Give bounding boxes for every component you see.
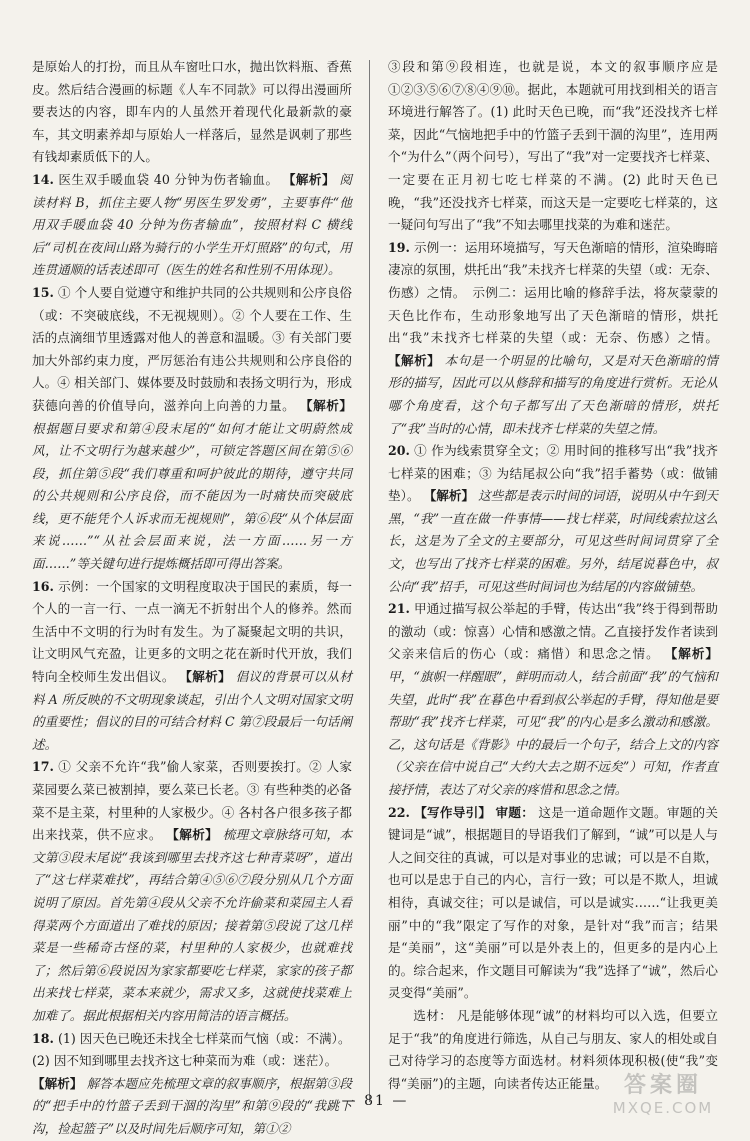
q22-number: 22. [388, 804, 410, 820]
q15-number: 15. [32, 284, 54, 300]
right-column [388, 56, 718, 1095]
q18-analysis: 解答本题应先梳理文章的叙事顺序，根据第③段的“把手中的竹篮子丢到干涸的沟里”和第⑨段的“我跳下沟，捡起篮子”以及时间先后顺序可知，第①② [32, 1075, 353, 1136]
q18-analysis-tag: 【解析】 [32, 1075, 83, 1091]
q17-number: 17. [32, 759, 54, 775]
q16-answer: 示例：一个国家的文明程度取决于国民的素质，每一个人的一言一行、一点一滴无不折射出个人的修养。然而生活中不文明的行为时有发生。为了凝聚起文明的共识，让文明风气充盈，让更多的文明之花在新时代开放，我们特向全校师生发出倡议。 [32, 578, 352, 685]
q17-item [32, 756, 352, 1027]
q19-number: 19. [388, 239, 410, 255]
q21-analysis: 甲，“旗帜一样醒眼”，鲜明而动人，结合前面“我”的气恼和失望，此时“我”在暮色中看到叔公举起的手臂，得知他是要帮助“我”找齐七样菜，可见“我”的内心是多么激动和感激。乙，这句话是《背影》中的最后一个句子，结合上文的内容（父亲在信中说自己“大约大去之期不远矣”）可知，作者直接抒情，表达了对父亲的疼惜和思念之情。 [388, 669, 718, 797]
q19-analysis: 本句是一个明显的比喻句，又是对天色渐暗的情形的描写，因此可以从修辞和描写的角度进行赏析。无论从哪个角度看，这个句子都写出了天色渐暗的情形，烘托了“我”当时的心情，即未找齐七样菜的失望之情。 [388, 352, 719, 436]
q21-answer: 甲通过描写叔公举起的手臂，传达出“我”终于得到帮助的激动（或：惊喜）心情和感激之情。乙直接抒发作者读到父亲来信后的伤心（或：痛惜）和思念之情。 [388, 601, 718, 662]
q15-analysis-tag: 【解析】 [299, 397, 352, 413]
q22-selection-label: 选材： [413, 1007, 453, 1023]
q16-analysis: 倡议的背景可以从材料 A 所反映的不文明现象谈起，引出个人文明对国家文明的重要性；倡议的目的可结合材料 C 第⑦段最后一句话阐述。 [32, 669, 353, 752]
watermark-logo [578, 1068, 748, 1118]
q18-item [32, 1028, 352, 1141]
q20-analysis-tag: 【解析】 [423, 488, 475, 504]
watermark-text-bottom: MXQE.COM [612, 1099, 714, 1117]
q20-number: 20. [388, 443, 410, 459]
q18-answer-2: (2) 因不知到哪里去找齐这七种菜而为难（或：迷茫）。 [32, 1053, 338, 1069]
q15-item [32, 282, 352, 576]
q19-analysis-tag: 【解析】 [388, 352, 441, 368]
q20-analysis: 这些都是表示时间的词语，说明从中午到天黑，“我”一直在做一件事情——找七样菜，时间线索拉这么长，这是为了全文的主要部分，可见这些时间词贯穿了全文，也写出了找齐七样菜的困难。另外，结尾说暮色中，叔公向“我”招手，可见这些时间词也为结尾的内容做铺垫。 [388, 488, 719, 594]
q19-answer: 示例一：运用环境描写，写天色渐暗的情形，渲染晦暗凄凉的氛围，烘托出“我”未找齐七样菜的失望（或：无奈、伤感）之情。 示例二：运用比喻的修辞手法，将灰蒙蒙的天色比作布，生动形象地写出了天色渐暗的情形，烘托出“我”未找齐七样菜的失望（或：无奈、伤感）之情。 [388, 239, 719, 346]
q22-review-body: 这是一道命题作文题。审题的关键词是“诚”，根据题目的导语我们了解到，“诚”可以是人与人之间交往的真诚，可以是对事业的忠诚；可以是不自欺，也可以是忠于自己的内心，言行一致；可以是不欺人，坦诚相待，真诚交往；可以是诚信，可以是诚实……“让我更美丽”中的“我”限定了写作的对象，是针对“我”而言；结果是“美丽”，这“美丽”可以是外表上的，但更多的是内心上的。综合起来，作文题目可解读为“我”选择了“诚”，然后心灵变得“美丽”。 [388, 804, 718, 1001]
q14-item [32, 169, 352, 282]
q16-item [32, 576, 352, 757]
column-divider [369, 60, 370, 1102]
q19-item [388, 237, 718, 440]
q20-item [388, 440, 718, 598]
q14-answer: 医生双手暖血袋 40 分钟为伤者输血。 [58, 171, 279, 187]
q15-analysis: 根据题目要求和第④段末尾的“如何才能让文明蔚然成风，让不文明行为越来越少”，可锁定答题区间在第⑤⑥段，抓住第⑤段“我们尊重和呵护彼此的期待，遵守共同的公共规则和公序良俗，而不能因为一时痛快而突破底线，更不能凭个人诉求而无视规则”，第⑥段“从个体层面来说……”“从社会层面来说，法一方面……另一方面……”等关键句进行提炼概括即可得出答案。 [32, 420, 352, 572]
q18-continuation: ③段和第⑨段相连，也就是说，本文的叙事顺序应是①②③⑤⑥⑦⑧④⑨⑩。据此，本题就可用找到相关的语言环境进行解答了。(1) 此时天色已晚，而“我”还没找齐七样菜，因此“气恼地把手中的竹篮子丢到干涸的沟里”，连用两个“为什么”（两个问号），写出了“我”对一定要找齐七样菜、一定要在正月初七吃七样菜的不满。(2) 此时天色已晚，“我”还没找齐七样菜，而这天是一定要吃七样菜的，这一疑问句写出了“我”不知去哪里找菜的为难和迷茫。 [388, 59, 718, 233]
q20-answer: ① 作为线索贯穿全文；② 用时间的推移写出“我”找齐七样菜的困难；③ 为结尾叔公向“我”招手蓄势（或：做铺垫）。 [388, 443, 718, 504]
q14-analysis-tag: 【解析】 [282, 171, 335, 187]
q22-writing-guide-tag: 【写作导引】 [414, 804, 492, 820]
q17-answer: ① 父亲不允许“我”偷人家菜，否则要挨打。② 人家菜园要么菜已被割掉，要么菜已长老。③ 有些种类的必备菜不是主菜，村里种的人家极少。④ 各村各户很多孩子都出来找菜，供不应求。 [32, 759, 352, 843]
q18-number: 18. [32, 1030, 54, 1046]
q21-number: 21. [388, 601, 410, 617]
q16-number: 16. [32, 578, 54, 594]
q21-item [388, 598, 718, 801]
q22-selection-body: 凡是能够体现“诚”的材料均可以入选，但要立足于“我”的角度进行筛选，从自己与朋友、家人的相处或自己对待学习的态度等方面选材。材料须体现积极(使“我”变得“美丽”)的主题，向读者传达正能量。 [388, 1007, 718, 1091]
q14-number: 14. [32, 171, 54, 187]
q17-analysis-tag: 【解析】 [166, 827, 219, 843]
q21-analysis-tag: 【解析】 [664, 646, 718, 662]
q18-answer-1: (1) 因天色已晚还未找全七样菜而气恼（或：不满）。 [57, 1030, 351, 1046]
q16-analysis-tag: 【解析】 [179, 669, 232, 685]
q17-analysis: 梳理文章脉络可知，本文第③段末尾说“我该到哪里去找齐这七种青菜呀”，道出了“这七样菜难找”，再结合第④⑤⑥⑦段分别从几个方面说明了原因。首先第④段从父亲不允许偷菜和菜园主人看得菜两个方面道出了难找的原因；接着第⑤段说了这几样菜是一些稀奇古怪的菜，村里种的人家极少，也就难找了；然后第⑥段说因为家家都要吃七样菜，家家的孩子都出来找七样菜，菜本来就少，需求又多，这就使找菜难上加难了。据此根据相关内容用简洁的语言概括。 [32, 827, 353, 1023]
q22-review-label: 审题： [495, 804, 535, 820]
left-column [32, 56, 352, 1141]
page-number: — 81 — [341, 1093, 409, 1109]
q15-answer: ① 个人要自觉遵守和维护共同的公共规则和公序良俗（或：不突破底线，不无视规则）。② 个人要在工作、生活的点滴细节里透露对他人的善意和温暖。③ 有关部门要加大外部约束力度，严厉惩治有违公共规则和公序良俗的人。④ 相关部门、媒体要及时鼓励和表扬文明行为，形成获德向善的价值导向，滋养向上向善的力量。 [32, 284, 352, 413]
q13-continuation: 是原始人的打扮，而且从车窗吐口水，抛出饮料瓶、香蕉皮。然后结合漫画的标题《人车不同款》可以得出漫画所要表达的内容，即车内的人虽然开着现代化最新款的豪车，其文明素养却与原始人一样落后，显然是讽刺了那些有钱却素质低下的人。 [32, 59, 352, 165]
watermark-text-top: 答案圈 [623, 1072, 702, 1098]
q14-analysis: 阅读材料 B，抓住主要人物“男医生罗发勇”，主要事件“他用双手暖血袋 40 分钟为伤者输血”，按照材料 C 横线后“司机在夜间山路为骑行的小学生开灯照路”的句式，用连贯通顺的话表述即可（医生的姓名和性别不用体现）。 [32, 171, 352, 278]
q22-item [388, 802, 718, 1005]
